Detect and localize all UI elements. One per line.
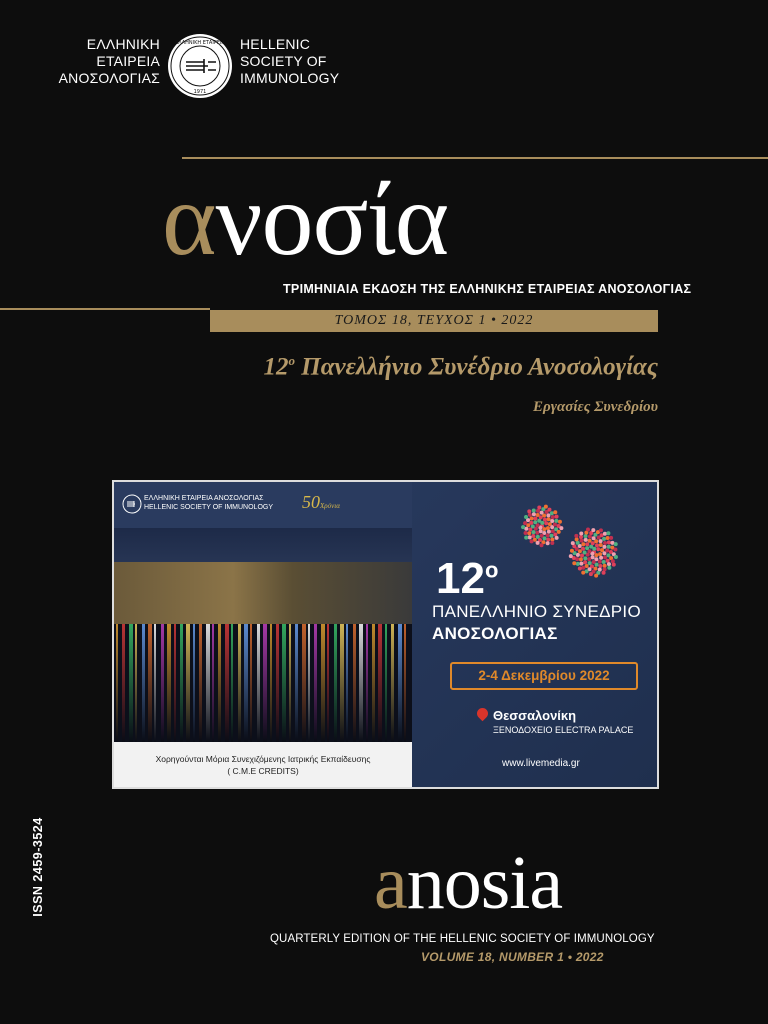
virus-dot [579,532,583,536]
light-reflection [180,624,183,742]
virus-dot [583,551,587,555]
light-reflection [116,624,118,742]
light-reflection [404,624,406,742]
light-reflection [327,624,329,742]
virus-dot [599,528,603,532]
light-reflection [385,624,387,742]
virus-dot [606,536,610,540]
light-reflection [186,624,190,742]
virus-dot [527,531,531,535]
virus-dot [528,527,532,531]
light-reflection [282,624,286,742]
virus-dot [523,521,527,525]
virus-dot [581,566,585,570]
poster-hotel: ΞΕΝΟΔΟΧΕΙΟ ELECTRA PALACE [493,725,634,735]
virus-dot [550,519,554,523]
virus-dot [547,508,551,512]
light-reflection [250,624,252,742]
virus-dot [607,566,611,570]
virus-dot [524,536,528,540]
light-reflection [295,624,298,742]
virus-dot [596,547,600,551]
virus-dot [551,515,555,519]
virus-dot [542,527,546,531]
light-reflection [193,624,195,742]
virus-dot [599,556,603,560]
virus-dot [609,536,613,540]
virus-dot [599,539,603,543]
virus-dot [595,563,599,567]
light-reflection [257,624,260,742]
virus-dot [595,543,599,547]
light-reflection [289,624,291,742]
virus-dot [584,538,588,542]
light-reflection [263,624,267,742]
light-reflection [372,624,375,742]
virus-dot [530,539,534,543]
poster-city: Θεσσαλονίκη [493,708,577,723]
light-reflection [346,624,348,742]
light-reflection [212,624,214,742]
virus-dot [547,517,551,521]
virus-dot [611,559,615,563]
light-reflection [218,624,221,742]
virus-dot [607,545,611,549]
virus-dot [543,536,547,540]
virus-dot [603,555,607,559]
virus-dot [587,557,591,561]
virus-dot [535,531,539,535]
volume-greek: ΤΟΜΟΣ 18, ΤΕΥΧΟΣ 1 • 2022 [334,313,534,328]
virus-dot [546,538,550,542]
virus-dot [539,543,543,547]
volume-english: VOLUME 18, NUMBER 1 • 2022 [421,950,604,964]
light-reflection [321,624,325,742]
virus-dot [605,548,609,552]
virus-dot [606,559,610,563]
society-name-greek: ΕΛΛΗΝΙΚΗ ΕΤΑΙΡΕΙΑ ΑΝΟΣΟΛΟΓΙΑΣ [58,36,160,86]
light-reflection [378,624,382,742]
virus-dot [536,513,540,517]
light-reflection [353,624,356,742]
virus-dot [574,534,578,538]
virus-dot [532,508,536,512]
virus-dot [575,537,579,541]
virus-dot [598,564,602,568]
city-reflection [114,624,412,742]
virus-dot [528,513,532,517]
poster-line2: ΑΝΟΣΟΛΟΓΙΑΣ [432,624,558,643]
issn: ISSN 2459-3524 [31,817,45,917]
virus-dot [581,542,585,546]
virus-dot [571,541,575,545]
virus-dot [606,531,610,535]
virus-dot [528,535,532,539]
virus-dot [554,519,558,523]
journal-title-greek: ανοσία [162,162,449,277]
light-reflection [334,624,337,742]
virus-dot [532,512,536,516]
virus-dot [591,541,595,545]
virus-dot [603,532,607,536]
light-reflection [199,624,202,742]
poster-50-years: 50Χρόνια [302,492,340,512]
middle-gold-rule [0,308,210,310]
virus-dot [583,560,587,564]
virus-dot [557,530,561,534]
virus-dot [586,527,590,531]
virus-dot [607,540,611,544]
poster-footer: Χορηγούνται Μόρια Συνεχιζόμενης Ιατρικής Εκπαίδευσης ( C.M.E CREDITS) [114,742,412,787]
poster-header: ΕΛΛΗΝΙΚΗ ΕΤΑΙΡΕΙΑ ΑΝΟΣΟΛΟΓΙΑΣ HELLENIC SOCIETY OF IMMUNOLOGY 50Χρόνια [114,482,412,528]
virus-dot [598,560,602,564]
light-reflection [129,624,133,742]
light-reflection [314,624,317,742]
society-name-english: HELLENIC SOCIETY OF IMMUNOLOGY [240,36,340,86]
virus-dot [607,562,611,566]
virus-dot [602,571,606,575]
virus-dot [546,513,550,517]
poster-society-logo [122,494,142,514]
virus-dot [553,522,557,526]
virus-dot [579,562,583,566]
proceedings-label: Εργασίες Συνεδρίου [533,399,658,415]
virus-dot [533,516,537,520]
virus-dot [579,535,583,539]
poster-line1: ΠΑΝΕΛΛΗΝΙΟ ΣΥΝΕΔΡΙΟ [432,602,641,621]
light-reflection [148,624,152,742]
virus-dot [599,543,603,547]
virus-dot [578,566,582,570]
virus-dot [550,541,554,545]
light-reflection [238,624,241,742]
light-reflection [302,624,306,742]
light-reflection [225,624,229,742]
virus-dot [591,555,595,559]
light-reflection [206,624,210,742]
virus-dot [603,541,607,545]
virus-dot [569,554,573,558]
virus-dot [588,535,592,539]
virus-dot [588,561,592,565]
virus-dot [576,541,580,545]
virus-dot [536,541,540,545]
virus-dot [551,529,555,533]
light-reflection [270,624,272,742]
svg-text:1971: 1971 [193,89,207,95]
virus-dot [530,516,534,520]
virus-dot [531,534,535,538]
light-reflection [276,624,279,742]
virus-dot [559,526,563,530]
light-reflection [154,624,156,742]
light-reflection [122,624,125,742]
virus-dot [527,509,531,513]
journal-title-english: anosia [374,841,563,925]
virus-dot [614,555,618,559]
virus-dot [580,554,584,558]
light-reflection [244,624,248,742]
poster-congress-number: 12$^o$ [436,554,499,603]
light-reflection [398,624,402,742]
virus-dot [572,561,576,565]
virus-dot [524,531,528,535]
poster-website: www.livemedia.gr [502,758,580,769]
congress-title: $12^o$ Πανελλήνιο Συνέδριο Ανοσολογίας [263,353,658,381]
virus-dot [532,530,536,534]
subtitle-english: QUARTERLY EDITION OF THE HELLENIC SOCIETY OF IMMUNOLOGY [270,933,655,945]
virus-dot [570,549,574,553]
virus-dot [546,533,550,537]
congress-poster [112,480,659,789]
virus-dot [585,546,589,550]
virus-dot [540,511,544,515]
light-reflection [161,624,164,742]
virus-dot [543,518,547,522]
virus-dot [602,545,606,549]
virus-dot [555,536,559,540]
virus-dot [602,537,606,541]
virus-dot [546,526,550,530]
virus-dot [544,521,548,525]
virus-dot [533,520,537,524]
light-reflection [231,624,233,742]
virus-dot [591,528,595,532]
light-reflection [135,624,137,742]
virus-illustration [514,496,634,586]
virus-dot [594,574,598,578]
city-skyline [114,562,412,624]
light-reflection [142,624,145,742]
virus-dot [584,534,588,538]
virus-dot [583,556,587,560]
virus-dot [598,552,602,556]
virus-dot [546,541,550,545]
virus-dot [585,542,589,546]
virus-dot [581,571,585,575]
virus-dot [558,520,562,524]
virus-dot [524,515,528,519]
virus-dot [521,525,525,529]
virus-dot [612,563,616,567]
virus-dot [603,567,607,571]
virus-dot [550,537,554,541]
virus-dot [613,547,617,551]
virus-dot [589,545,593,549]
virus-dot [579,557,583,561]
virus-dot [602,560,606,564]
top-gold-rule [182,157,768,159]
light-reflection [167,624,171,742]
poster-dates: 2-4 Δεκεμβρίου 2022 [450,662,638,690]
virus-dot [576,562,580,566]
society-seal-logo [166,32,234,100]
virus-dot [550,511,554,515]
light-reflection [391,624,394,742]
virus-dot [537,505,541,509]
virus-dot [580,539,584,543]
virus-dot [588,539,592,543]
virus-dot [555,515,559,519]
light-reflection [174,624,176,742]
light-reflection [340,624,344,742]
light-reflection [308,624,310,742]
subtitle-greek: ΤΡΙΜΗΝΙΑΙΑ ΕΚΔΟΣΗ ΤΗΣ ΕΛΛΗΝΙΚΗΣ ΕΤΑΙΡΕΙΑΣ ΑΝΟΣΟΛΟΓΙΑΣ [283,282,692,296]
virus-dot [592,536,596,540]
light-reflection [359,624,363,742]
virus-dot [603,564,607,568]
virus-dot [549,534,553,538]
virus-dot [594,553,598,557]
virus-dot [614,542,618,546]
virus-dot [589,572,593,576]
svg-text:ΕΛΛΗΝΙΚΗ ΕΤΑΙΡΕΙΑ: ΕΛΛΗΝΙΚΗ ΕΤΑΙΡΕΙΑ [175,40,225,46]
virus-dot [553,510,557,514]
virus-dot [547,530,551,534]
light-reflection [366,624,368,742]
virus-dot [544,505,548,509]
